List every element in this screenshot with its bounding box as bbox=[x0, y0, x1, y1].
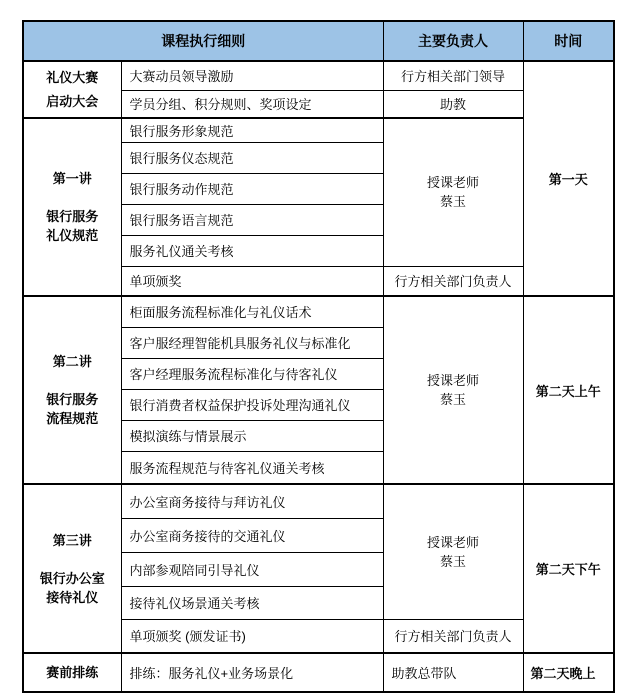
section-label-opening-ceremony: 礼仪大赛 启动大会 bbox=[23, 61, 121, 118]
section-label-lecture3: 第三讲 银行办公室 接待礼仪 bbox=[23, 484, 121, 653]
detail-cell: 办公室商务接待与拜访礼仪 bbox=[121, 484, 383, 518]
detail-cell: 单项颁奖 bbox=[121, 266, 383, 296]
lecturer-cell: 授课老师 蔡玉 bbox=[383, 118, 523, 266]
detail-cell: 大赛动员领导激励 bbox=[121, 61, 383, 90]
time-cell-day1: 第一天 bbox=[523, 61, 614, 296]
detail-cell: 银行服务动作规范 bbox=[121, 173, 383, 204]
table-header-row bbox=[23, 21, 614, 61]
lead-cell: 行方相关部门负责人 bbox=[383, 266, 523, 296]
detail-cell: 模拟演练与情景展示 bbox=[121, 420, 383, 451]
detail-cell: 银行服务语言规范 bbox=[121, 204, 383, 235]
detail-cell: 银行服务仪态规范 bbox=[121, 142, 383, 173]
table-row bbox=[23, 61, 614, 90]
detail-cell: 单项颁奖 (颁发证书) bbox=[121, 619, 383, 653]
lead-cell: 行方相关部门领导 bbox=[383, 61, 523, 90]
course-schedule-table bbox=[22, 20, 615, 693]
header-lead-person: 主要负责人 bbox=[383, 21, 523, 61]
section-label-rehearsal: 赛前排练 bbox=[23, 653, 121, 692]
detail-cell: 办公室商务接待的交通礼仪 bbox=[121, 518, 383, 552]
time-cell-day2-evening: 第二天晚上 bbox=[523, 653, 614, 692]
header-course-details: 课程执行细则 bbox=[23, 21, 383, 61]
detail-cell: 客户经理服务流程标准化与待客礼仪 bbox=[121, 358, 383, 389]
detail-cell: 银行服务形象规范 bbox=[121, 118, 383, 142]
detail-cell: 服务礼仪通关考核 bbox=[121, 235, 383, 266]
detail-cell: 服务流程规范与待客礼仪通关考核 bbox=[121, 451, 383, 484]
lead-cell: 助教总带队 bbox=[383, 653, 523, 692]
lecturer-cell: 授课老师 蔡玉 bbox=[383, 484, 523, 619]
header-time: 时间 bbox=[523, 21, 614, 61]
lecturer-cell: 授课老师 蔡玉 bbox=[383, 296, 523, 484]
detail-cell: 内部参观陪同引导礼仪 bbox=[121, 552, 383, 586]
table-row bbox=[23, 653, 614, 692]
detail-cell: 柜面服务流程标准化与礼仪话术 bbox=[121, 296, 383, 327]
table-row bbox=[23, 296, 614, 327]
detail-cell: 接待礼仪场景通关考核 bbox=[121, 586, 383, 619]
detail-cell: 排练：服务礼仪+业务场景化 bbox=[121, 653, 383, 692]
detail-cell: 客户服经理智能机具服务礼仪与标准化 bbox=[121, 327, 383, 358]
lead-cell: 行方相关部门负责人 bbox=[383, 619, 523, 653]
table-row bbox=[23, 484, 614, 518]
detail-cell: 学员分组、积分规则、奖项设定 bbox=[121, 90, 383, 118]
time-cell-day2-afternoon: 第二天下午 bbox=[523, 484, 614, 653]
detail-cell: 银行消费者权益保护投诉处理沟通礼仪 bbox=[121, 389, 383, 420]
lead-cell: 助教 bbox=[383, 90, 523, 118]
section-label-lecture1: 第一讲 银行服务 礼仪规范 bbox=[23, 118, 121, 296]
section-label-lecture2: 第二讲 银行服务 流程规范 bbox=[23, 296, 121, 484]
time-cell-day2-morning: 第二天上午 bbox=[523, 296, 614, 484]
